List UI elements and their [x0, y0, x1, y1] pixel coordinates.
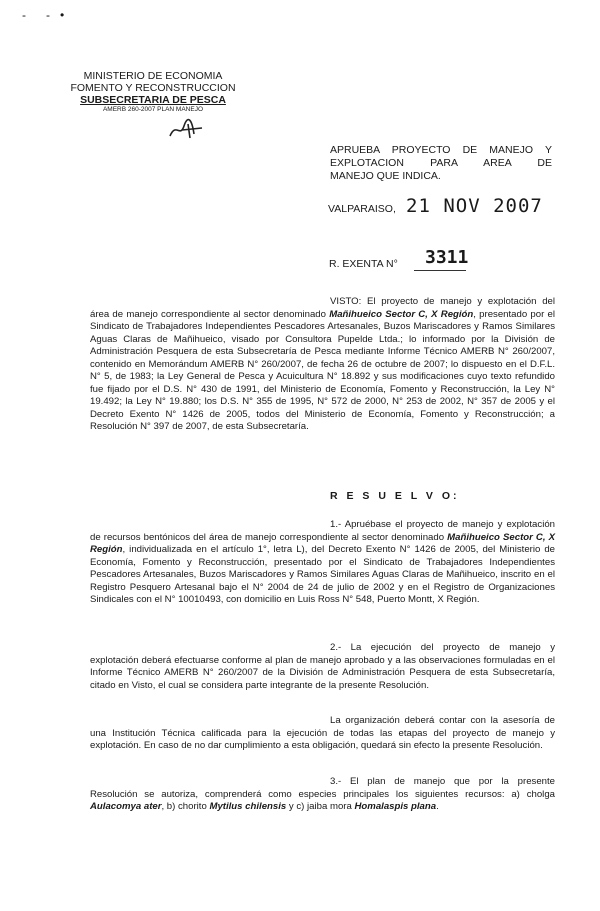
article-3-text-3: y c) jaiba mora	[288, 801, 352, 812]
article-1	[90, 519, 555, 607]
article-3-indent	[90, 776, 330, 787]
article-1-text-1: 1.- Apruébase el proyecto de manejo y explotación de recursos bentónicos del área de manejo correspondiente al sector denominado	[90, 519, 555, 543]
visto-sector: Mañihueico Sector C, X Región	[329, 308, 474, 320]
article-3-text-4: .	[436, 801, 439, 812]
species-2: Mytilus chilensis	[209, 801, 287, 812]
date-stamp: 21 NOV 2007	[406, 195, 543, 217]
article-3-text-2: , b) chorito	[161, 801, 207, 812]
species-1: Aulacomya ater	[90, 801, 162, 812]
ministry-name-2: FOMENTO Y RECONSTRUCCION	[70, 82, 236, 94]
title-line-3: MANEJO QUE INDICA.	[330, 170, 441, 182]
article-2-indent	[90, 642, 330, 653]
article-2-note-indent	[90, 715, 330, 726]
resolution-label: R. EXENTA N°	[329, 258, 398, 270]
letterhead	[58, 70, 248, 114]
title-line-1: APRUEBA PROYECTO DE MANEJO Y	[330, 144, 552, 156]
visto-text-1: El proyecto de manejo y explotación del área de manejo correspondiente al sector denominado	[90, 296, 555, 320]
signature-mark	[168, 118, 208, 140]
visto-text-2: , presentado por el Sindicato de Trabajadores Independientes Pescadores Artesanales, Buzos Mariscadores y Ramos Similares Aguas Claras de Mañihueico, visado por Consultora Pupelde Ltda.; lo informado por la División de Administración Pesquera de esta Subsecretaría de Pesca mediante Informe Técnico AMERB N° 260/2007, contenido en Memorándum AMERB N° 260/2007, de fecha 26 de octubre de 2007; lo dispuesto en el D.F.L. N° 5, de 1983; la Ley General de Pesca y Acuicultura N° 18.892 y sus modificaciones cuyo texto refundido fue fijado por el D.S. N° 430 de 1991, del Ministerio de Economía, Fomento y Reconstrucción, la Ley N° 19.492; la Ley N° 19.880; los D.S. N° 355 de 1995, N° 572 de 2000, N° 253 de 2002, N° 357 de 2005 y el Decreto Exento N° 1426 de 2005, todos del Ministerio de Economía, Fomento y Reconstrucción; a Resolución N° 397 de 2007, de esta Subsecretaría.	[90, 308, 555, 432]
date-label: VALPARAISO,	[328, 203, 396, 215]
article-1-sector: Mañihueico Sector C, X Región	[90, 531, 556, 555]
article-3-text-1: 3.- El plan de manejo que por la presente Resolución se autoriza, comprenderá como especies principales los siguientes recursos: a) cholga	[90, 776, 555, 800]
number-underline	[414, 270, 466, 271]
title-line-2: EXPLOTACION PARA AREA DE	[330, 157, 552, 169]
species-3: Homalaspis plana	[354, 801, 437, 812]
subsecretaria-name: SUBSECRETARIA DE PESCA	[80, 94, 226, 106]
resuelvo-heading: R E S U E L V O:	[330, 490, 460, 502]
article-2	[90, 642, 555, 692]
article-1-indent	[90, 519, 330, 530]
article-3	[90, 776, 555, 814]
corner-marks: - - •	[22, 8, 65, 22]
article-2-note	[90, 715, 555, 753]
ministry-name: MINISTERIO DE ECONOMIA	[83, 70, 223, 82]
article-2-text: 2.- La ejecución del proyecto de manejo y explotación deberá efectuarse conforme al plan de manejo aprobado y a las observaciones formuladas en el Informe Técnico AMERB N° 260/2007 de la División de Administración Pesquera de esta Subsecretaría, citado en Visto, el cual se considera parte integrante de la presente Resolución.	[90, 642, 555, 691]
reference-code: AMERB 260-2007 PLAN MANEJO	[102, 106, 204, 113]
visto-paragraph	[90, 296, 555, 434]
document-title	[330, 144, 552, 183]
resolution-number: 3311	[425, 247, 469, 268]
article-1-text-2: , individualizada en el artículo 1°, letra L), del Decreto Exento N° 1426 de 2005, del Ministerio de Economía, Fomento y Reconstrucción, presentado por el Sindicato de Trabajadores Independientes Pescadores Artesanales, Buzos Mariscadores y Ramos Similares Aguas Claras de Mañihueico, inscrito en el Registro Pesquero Artesanal bajo el N° 2004 de 24 de julio de 2002 y en el Registro de Organizaciones Sindicales con el N° 10010493, con domicilio en Luis Ross N° 548, Puerto Montt, X Región.	[90, 544, 555, 605]
visto-lead: VISTO:	[330, 296, 362, 307]
article-2-note-text: La organización deberá contar con la asesoría de una Institución Técnica calificada para la ejecución de todas las etapas del proyecto de manejo y explotación. En caso de no dar cumplimiento a esta obligación, quedará sin efecto la presente Resolución.	[90, 715, 555, 751]
